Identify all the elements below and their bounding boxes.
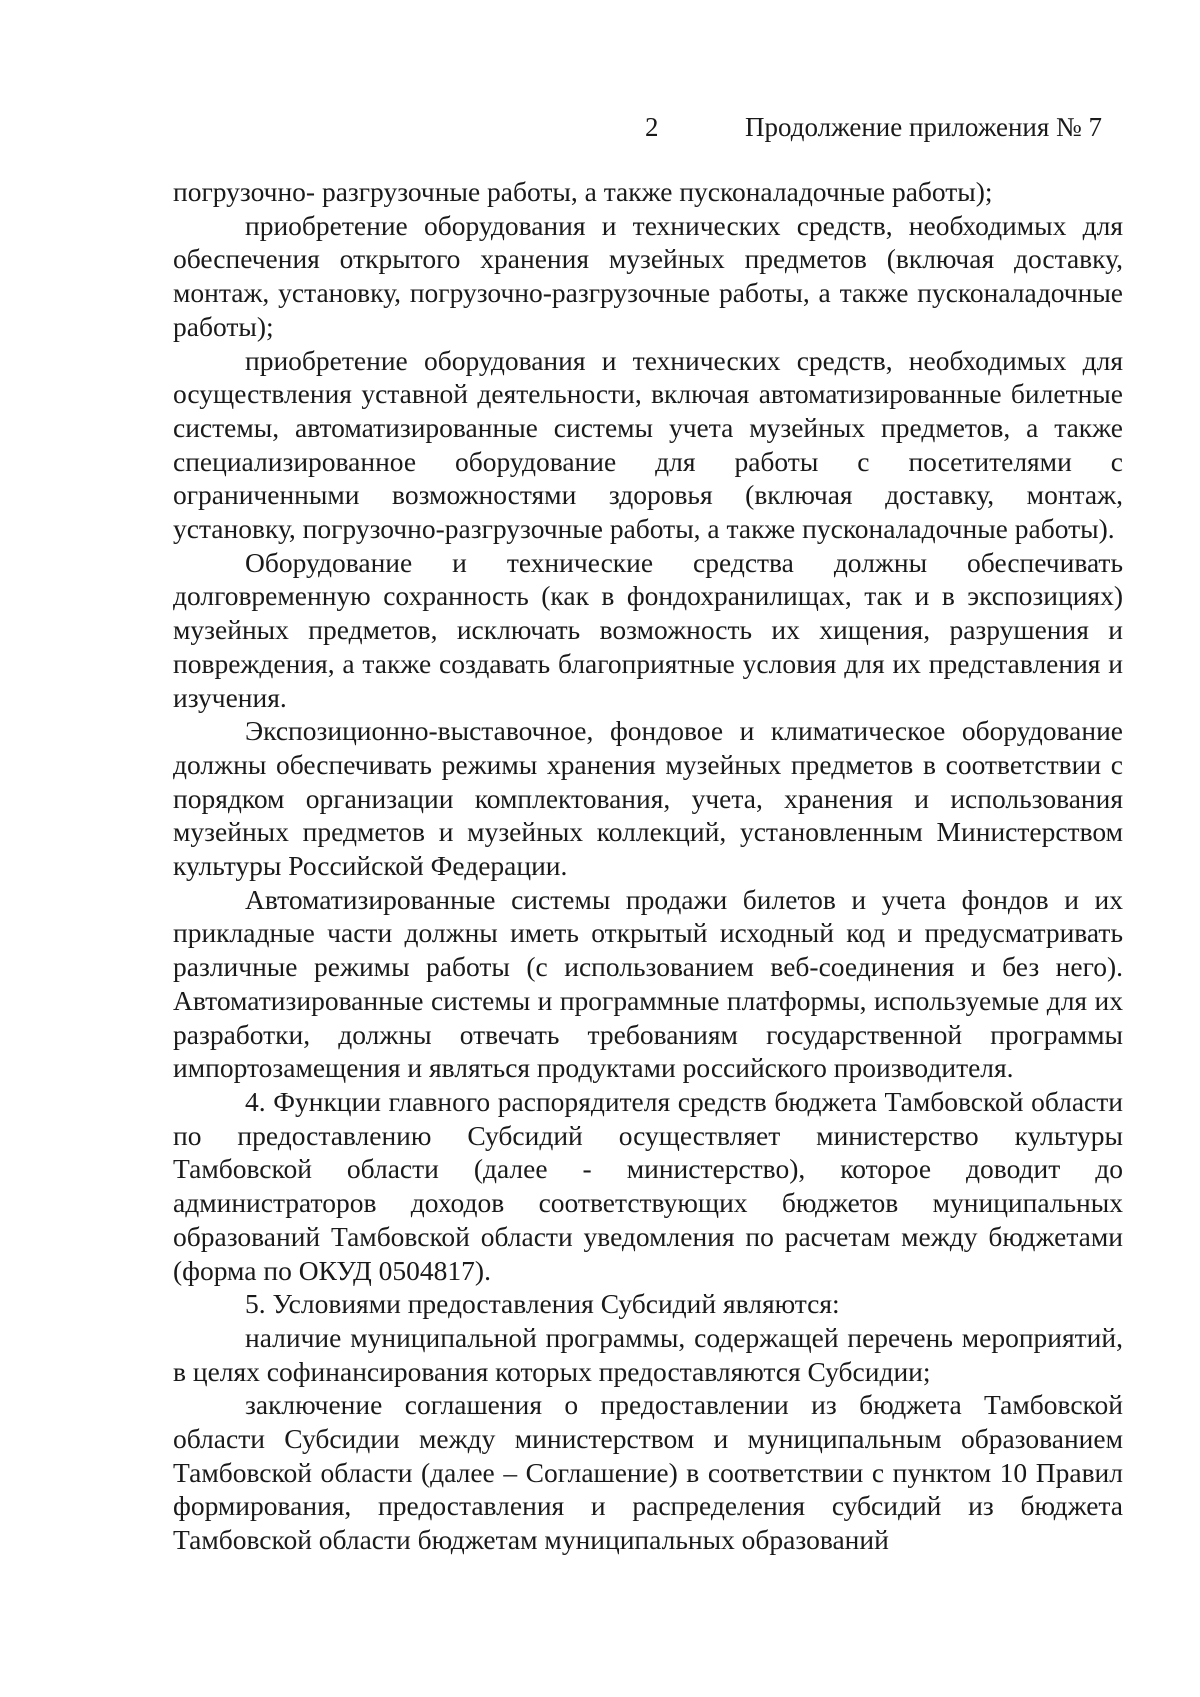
paragraph-item-5: 5. Условиями предоставления Субсидий являются:: [245, 1288, 840, 1320]
paragraph-statutory-equipment: приобретение оборудования и технических средств, необходимых для осуществления уставной деятельности, включая автоматизированные билетные системы, автоматизированные системы учета музейных предметов, а также специализированное оборудование для работы с посетителями с ограниченными возможностями здоровья (включая доставку, монтаж, установку, погрузочно-разгрузочные работы, а также пусконаладочные работы).: [173, 344, 1123, 545]
paragraph-continued: погрузочно- разгрузочные работы, а также пусконаладочные работы);: [173, 176, 993, 207]
paragraph-storage-modes: Экспозиционно-выставочное, фондовое и климатическое оборудование должны обеспечивать режимы хранения музейных предметов в соответствии с порядком организации комплектования, учета, хранения и использования музейных предметов и музейных коллекций, установленным Министерством культуры Российской Федерации.: [173, 715, 1123, 882]
paragraph-open-storage-equipment: приобретение оборудования и технических средств, необходимых для обеспечения открытого хранения музейных предметов (включая доставку, монтаж, установку, погрузочно-разгрузочные работы, а также пусконаладочные работы);: [173, 209, 1123, 342]
paragraph-condition-program: наличие муниципальной программы, содержащей перечень мероприятий, в целях софинансирования которых предоставляются Субсидии;: [173, 1321, 1123, 1387]
paragraph-equipment-requirements: Оборудование и технические средства должны обеспечивать долговременную сохранность (как в фондохранилищах, так и в экспозициях) музейных предметов, исключать возможность их хищения, разрушения и повреждения, а также создавать благоприятные условия для их представления и изучения.: [173, 546, 1123, 713]
paragraph-automated-systems: Автоматизированные системы продажи билетов и учета фондов и их прикладные части должны иметь открытый исходный код и предусматривать различные режимы работы (с использованием веб-соединения и без него). Автоматизированные системы и программные платформы, используемые для их разработки, должны отвечать требованиям государственной программы импортозамещения и являться продуктами российского производителя.: [173, 883, 1123, 1084]
document-body: [173, 175, 1123, 1557]
page-header: [0, 112, 1200, 152]
appendix-continuation-label: Продолжение приложения № 7: [745, 112, 1103, 142]
page-number: 2: [645, 112, 659, 142]
paragraph-condition-agreement: заключение соглашения о предоставлении из бюджета Тамбовской области Субсидии между министерством и муниципальным образованием Тамбовской области (далее – Соглашение) в соответствии с пунктом 10 Правил формирования, предоставления и распределения субсидий из бюджета Тамбовской области бюджетам муниципальных образований: [173, 1389, 1123, 1556]
paragraph-item-4: 4. Функции главного распорядителя средств бюджета Тамбовской области по предоставлению Субсидий осуществляет министерство культуры Тамбовской области (далее - министерство), которое доводит до администраторов доходов соответствующих бюджетов муниципальных образований Тамбовской области уведомления по расчетам между бюджетами (форма по ОКУД 0504817).: [173, 1085, 1123, 1286]
